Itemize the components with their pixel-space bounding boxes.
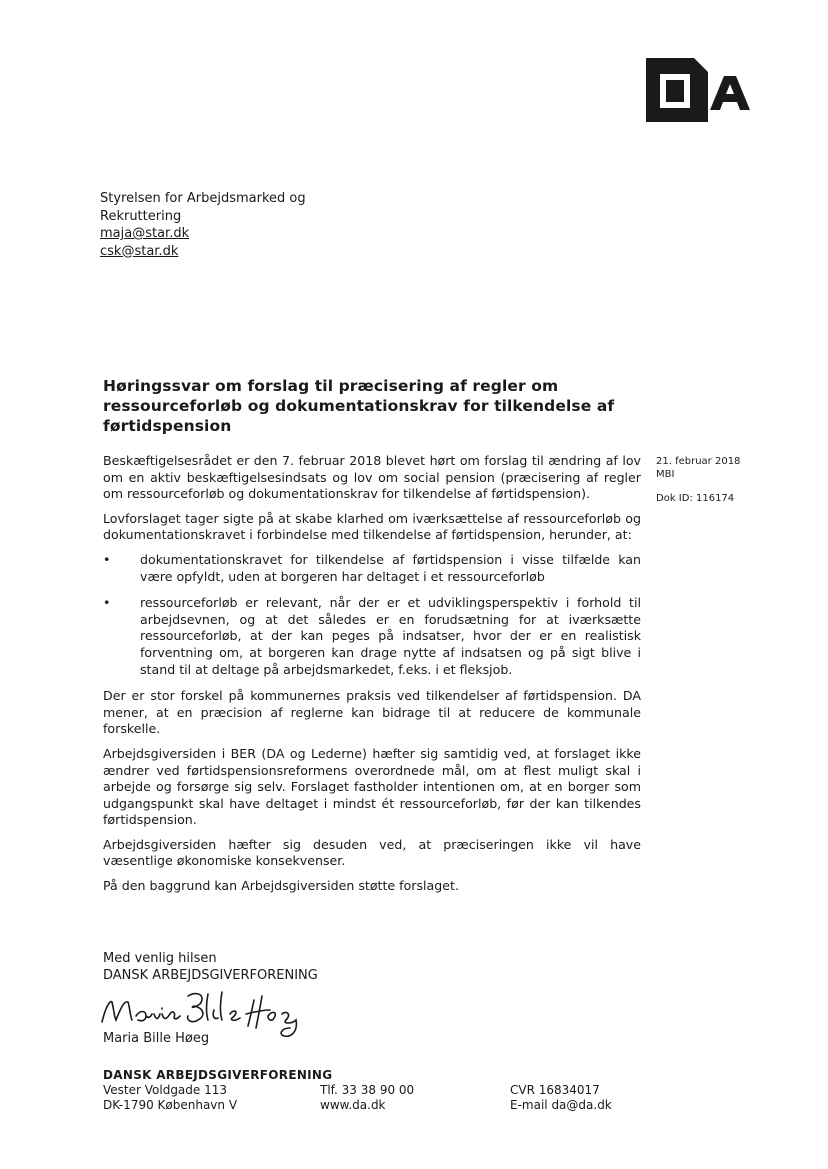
bullet-icon: • <box>103 551 111 567</box>
recipient-email-1[interactable]: maja@star.dk <box>100 226 190 241</box>
letter-title: Høringssvar om forslag til præcisering af regler om ressourceforløb og dokumentationskrav for tilkendelse af førtidspension <box>103 377 615 435</box>
paragraph-6: På den baggrund kan Arbejdsgiversiden støtte forslaget. <box>103 878 459 894</box>
paragraph-5: Arbejdsgiversiden hæfter sig desuden ved, at præciseringen ikke vil have væsentlige økonomiske konsekvenser. <box>103 836 641 869</box>
bullet-icon: • <box>103 595 111 611</box>
footer-web[interactable]: www.da.dk <box>320 1098 386 1112</box>
paragraph-4: Arbejdsgiversiden i BER (DA og Lederne) hæfter sig samtidig ved, at forslaget ikke ændrer ved førtidspensionsreformens overordnede mål, om at flest muligt skal i arbejde og forsørge sig selv. Forslaget fastholder intentionen om, at en borger som udgangspunkt skal have deltaget i mindst ét ressourceforløb, før der kan tilkendes førtidspension. <box>103 745 641 828</box>
doc-id: Dok ID: 116174 <box>656 493 735 504</box>
footer-address-2: DK-1790 København V <box>103 1098 238 1112</box>
footer-address-1: Vester Voldgade 113 <box>103 1083 228 1097</box>
letter-date: 21. februar 2018 <box>656 456 741 467</box>
closing-greeting: Med venlig hilsen <box>103 951 217 966</box>
letter-footer <box>103 1068 663 1113</box>
closing-org: DANSK ARBEJDSGIVERFORENING <box>103 967 318 983</box>
footer-row-1 <box>103 1083 663 1098</box>
list-item-text: ressourceforløb er relevant, når der er et udviklingsperspektiv i forhold til arbejdsevnen, og at det således er en forudsætning for at iværksætte ressourceforløb, at der kan peges på indsatser, hvor der er en realistisk forventning om, at borgeren kan drage nytte af indsatsen og på sigt blive i stand til at deltage på arbejdsmarkedet, f.eks. i et fleksjob. <box>140 595 641 677</box>
list-item <box>103 552 641 585</box>
recipient-block <box>100 190 306 260</box>
recipient-email-2[interactable]: csk@star.dk <box>100 243 179 259</box>
footer-cvr: CVR 16834017 <box>510 1083 600 1097</box>
footer-org: DANSK ARBEJDSGIVERFORENING <box>103 1068 333 1082</box>
paragraph-1: Beskæftigelsesrådet er den 7. februar 2018 blevet hørt om forslag til ændring af lov om en aktiv beskæftigelsesindsats og lov om social pension (præcisering af regler om ressourceforløb og dokumentationskrav for tilkendelse af førtidspension). <box>103 453 641 502</box>
da-logo <box>646 58 756 122</box>
signer-name: Maria Bille Høeg <box>103 1031 210 1046</box>
footer-row-2 <box>103 1098 663 1113</box>
letter-initials: MBI <box>656 469 675 480</box>
letter-body <box>103 453 641 903</box>
list-item-text: dokumentationskravet for tilkendelse af førtidspension i visse tilfælde kan være opfyldt, uden at borgeren har deltaget i et ressourceforløb <box>140 551 641 584</box>
recipient-line-1: Styrelsen for Arbejdsmarked og <box>100 191 306 206</box>
paragraph-2: Lovforslaget tager sigte på at skabe klarhed om iværksættelse af ressourceforløb og dokumentationskravet i forbindelse med tilkendelse af førtidspension, herunder, at: <box>103 510 641 543</box>
footer-email[interactable]: E-mail da@da.dk <box>510 1098 612 1112</box>
bullet-list <box>103 552 641 678</box>
footer-phone: Tlf. 33 38 90 00 <box>320 1083 415 1097</box>
closing-block <box>103 951 318 984</box>
paragraph-3: Der er stor forskel på kommunernes praksis ved tilkendelser af førtidspension. DA mener, at en præcision af reglerne kan bidrage til at reducere de kommunale forskelle. <box>103 688 641 737</box>
list-item <box>103 595 641 678</box>
recipient-line-2: Rekruttering <box>100 208 182 224</box>
side-info <box>656 455 740 505</box>
